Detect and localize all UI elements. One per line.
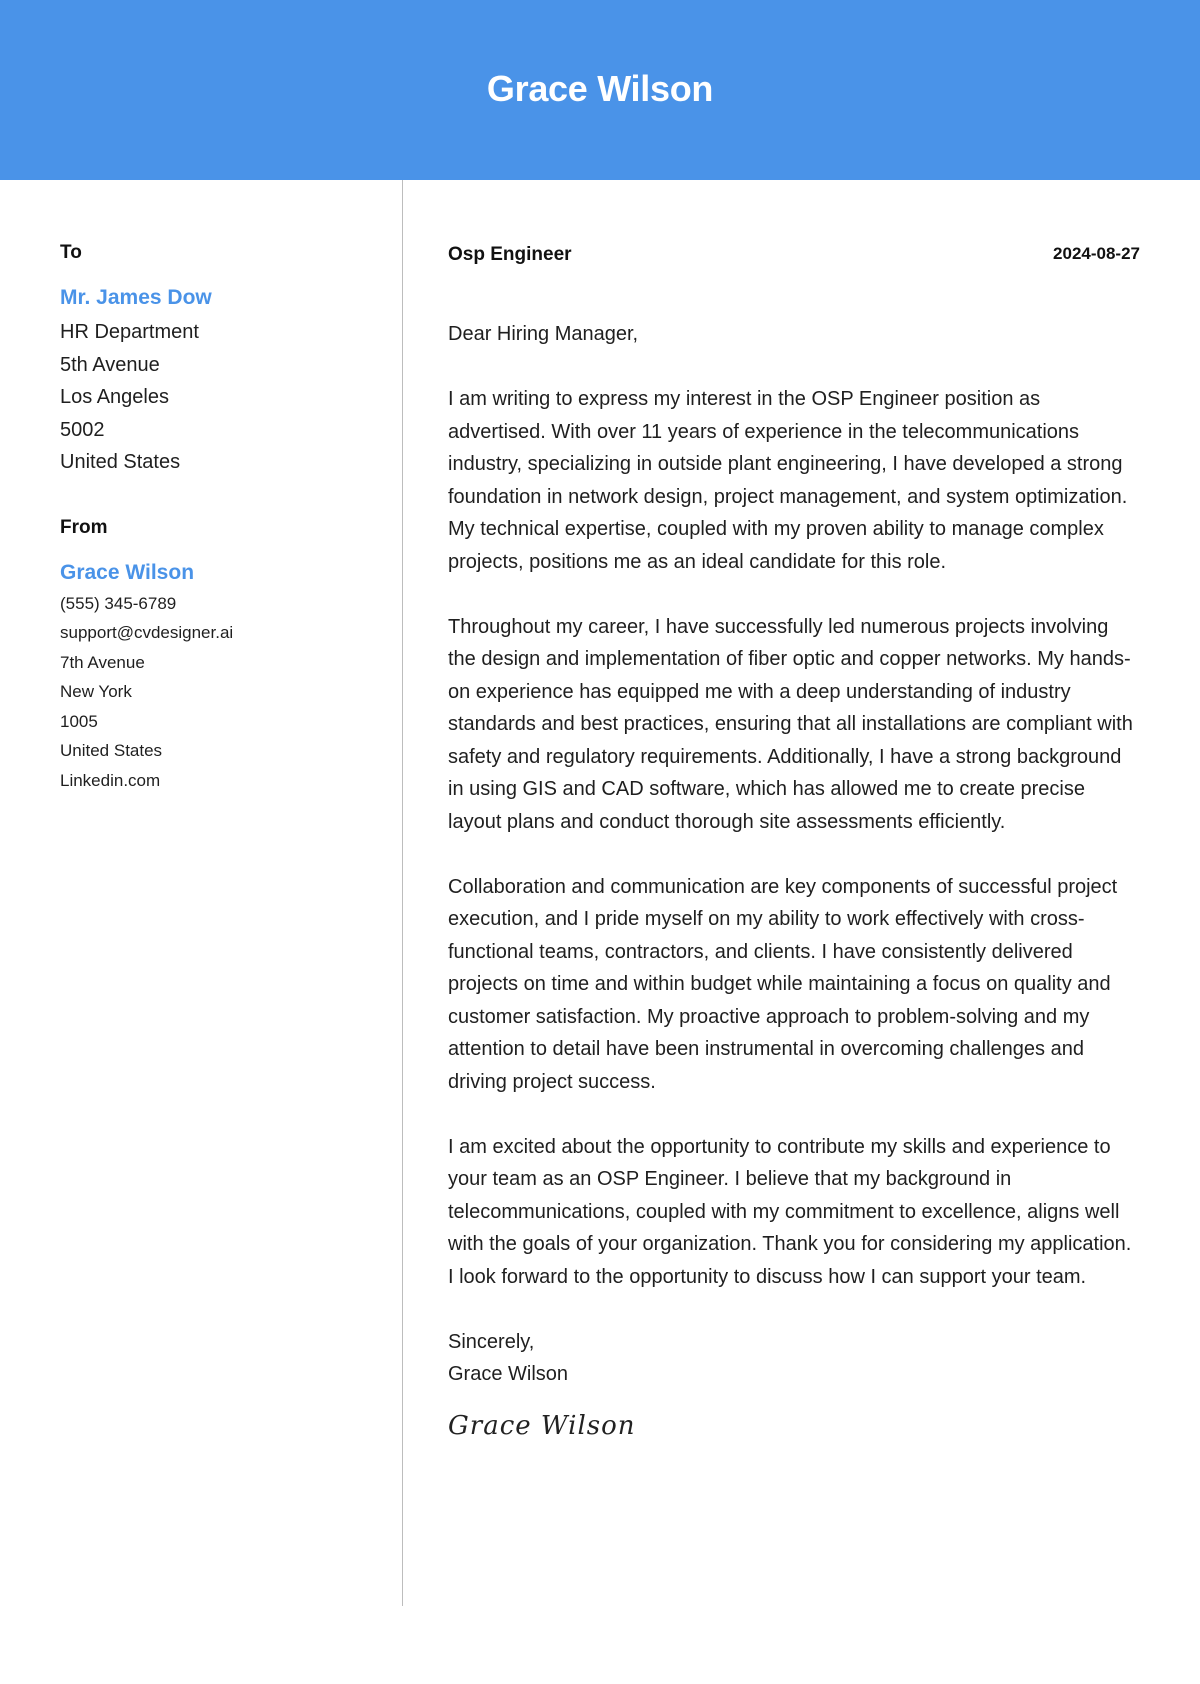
applicant-name: Grace Wilson — [486, 68, 714, 109]
sender-linkedin: Linkedin.com — [60, 770, 161, 790]
closing-block — [448, 1326, 1140, 1391]
sender-address-line: 7th Avenue — [60, 652, 145, 672]
salutation: Dear Hiring Manager, — [448, 323, 639, 345]
recipient-name: Mr. James Dow — [60, 286, 212, 309]
recipient-address-line: Los Angeles — [60, 386, 169, 408]
recipient-address-line: 5002 — [60, 418, 105, 441]
contact-sidebar — [60, 242, 380, 795]
letter-paragraph: Collaboration and communication are key components of successful project execution, and I pride myself on my ability to work effectively with cross-functional teams, contractors, and clients. I have consistently delivered projects on time and within budget while maintaining a focus on quality and customer satisfaction. My proactive approach to problem-solving and my attention to detail have been instrumental in overcoming challenges and driving project success. — [448, 875, 1118, 1093]
recipient-address-line: United States — [60, 451, 181, 473]
sender-name: Grace Wilson — [60, 560, 195, 584]
position-title: Osp Engineer — [448, 244, 572, 265]
column-divider — [402, 180, 403, 1606]
recipient-address-line: 5th Avenue — [60, 353, 160, 376]
letter-paragraph: Throughout my career, I have successfully led numerous projects involving the design and implementation of fiber optic and copper networks. My hands-on experience has equipped me with a deep understanding of industry standards and best practices, ensuring that all installations are compliant with safety and regulatory requirements. Additionally, I have a strong background in using GIS and CAD software, which has allowed me to create precise layout plans and conduct thorough site assessments efficiently. — [448, 615, 1133, 833]
recipient-address-line: HR Department — [60, 321, 199, 343]
letter-paragraph: I am excited about the opportunity to contribute my skills and experience to your team as an OSP Engineer. I believe that my background in telecommunications, coupled with my commitment to excellence, aligns well with the goals of your organization. Thank you for considering my application. I look forward to the opportunity to discuss how I can support your team. — [448, 1135, 1132, 1288]
sender-email: support@cvdesigner.ai — [60, 623, 234, 642]
letter-date: 2024-08-27 — [1053, 244, 1140, 263]
sender-address-line: 1005 — [60, 711, 98, 731]
letter-paragraph: I am writing to express my interest in the OSP Engineer position as advertised. With over 11 years of experience in the telecommunications industry, specializing in outside plant engineering, I have developed a strong foundation in network design, project management, and system optimization. My technical expertise, coupled with my proven ability to manage complex projects, positions me as an ideal candidate for this role. — [448, 388, 1128, 573]
header-banner — [0, 0, 1200, 180]
closing-name: Grace Wilson — [448, 1363, 569, 1385]
letter-title-row — [448, 244, 1140, 266]
from-label: From — [60, 516, 108, 538]
sender-address-line: New York — [60, 682, 132, 701]
sender-address-line: United States — [60, 741, 163, 760]
closing-phrase: Sincerely, — [448, 1330, 535, 1353]
to-label: To — [60, 242, 82, 263]
recipient-address — [60, 316, 380, 479]
letter-body — [448, 244, 1140, 1441]
sender-details — [60, 589, 380, 796]
signature: Grace Wilson — [448, 1410, 636, 1441]
sender-phone: (555) 345-6789 — [60, 593, 177, 613]
